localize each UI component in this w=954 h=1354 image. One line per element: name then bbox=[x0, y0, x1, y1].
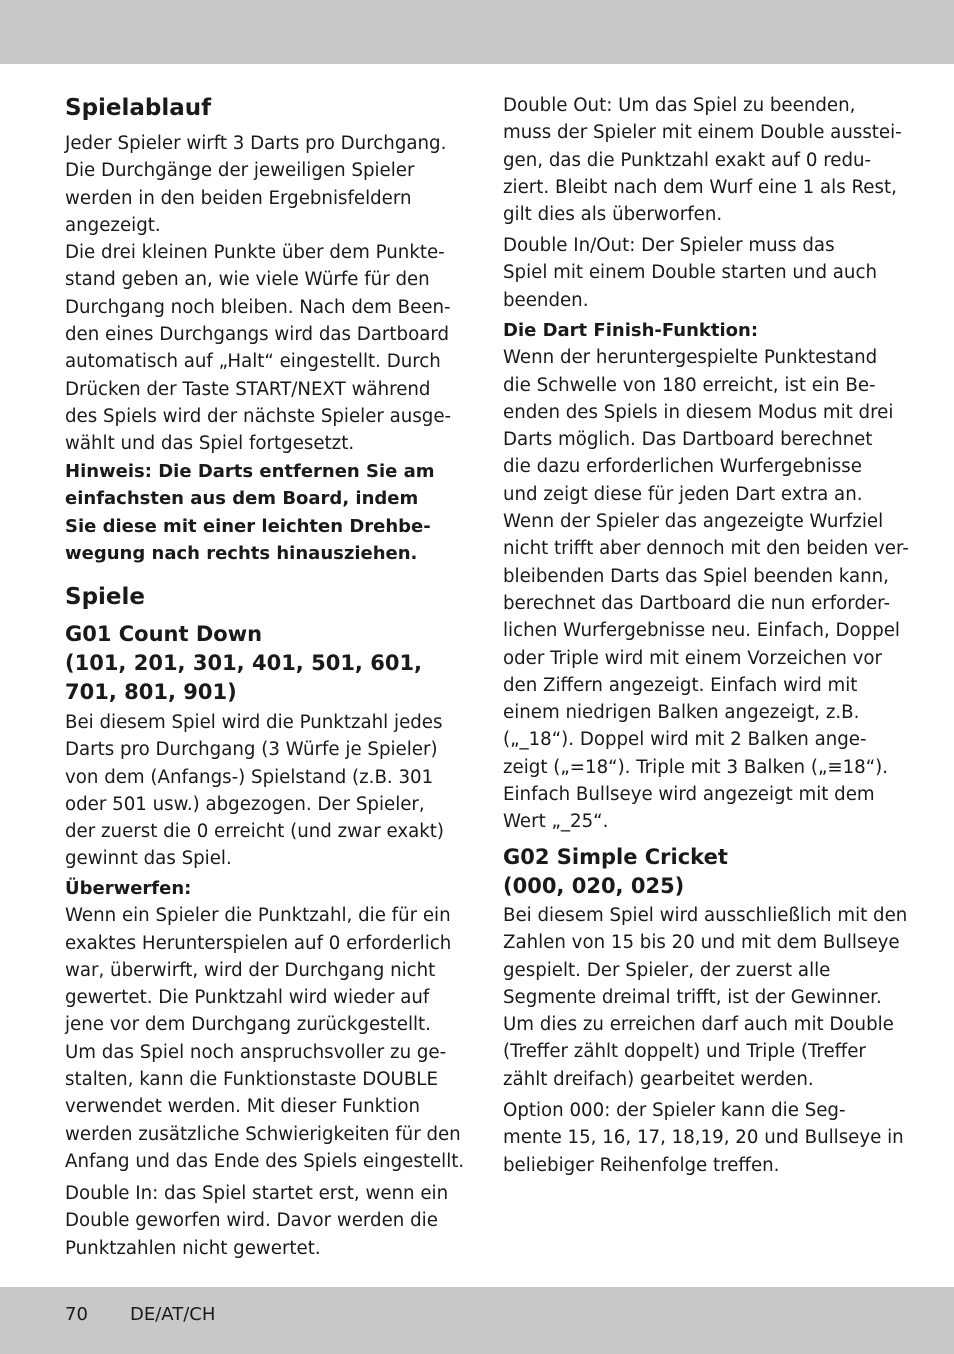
text-line: wählt und das Spiel fortgesetzt. bbox=[65, 433, 355, 455]
text-line: Segmente dreimal trifft, ist der Gewinner. bbox=[503, 986, 882, 1008]
text-line: exaktes Herunterspielen auf 0 erforderlich bbox=[65, 932, 452, 954]
text-line: wegung nach rechts hinausziehen. bbox=[65, 542, 418, 564]
text-line: bleibenden Darts das Spiel beenden kann, bbox=[503, 565, 889, 587]
text-line: Spiel mit einem Double starten und auch bbox=[503, 262, 877, 284]
text-line: Bei diesem Spiel wird die Punktzahl jedes bbox=[65, 712, 443, 733]
text-line: ziert. Bleibt nach dem Wurf eine 1 als Rest, bbox=[503, 176, 897, 198]
text-line: beenden. bbox=[503, 289, 589, 311]
heading-line: G02 Simple Cricket bbox=[503, 845, 728, 869]
text-line: Double In/Out: Der Spieler muss das bbox=[503, 235, 835, 256]
text-line: die dazu erforderlichen Wurfergebnisse bbox=[503, 456, 862, 478]
text-line: war, überwirft, wird der Durchgang nicht bbox=[65, 959, 436, 981]
text-line: Zahlen von 15 bis 20 und mit dem Bullseye bbox=[503, 932, 900, 954]
text-line: von dem (Anfangs-) Spielstand (z.B. 301 bbox=[65, 766, 434, 788]
text-line: zeigt („=18“). Triple mit 3 Balken („≡18“). bbox=[503, 756, 889, 778]
text-line: angezeigt. bbox=[65, 214, 161, 236]
text-line: verwendet werden. Mit dieser Funktion bbox=[65, 1096, 420, 1118]
text-line: jene vor dem Durchgang zurückgestellt. bbox=[65, 1014, 431, 1036]
text-line: lichen Wurfergebnisse neu. Einfach, Doppel bbox=[503, 620, 900, 642]
text-line: werden zusätzliche Schwierigkeiten für den bbox=[65, 1123, 461, 1145]
text-line: gewinnt das Spiel. bbox=[65, 848, 232, 870]
text-line: berechnet das Dartboard die nun erforder- bbox=[503, 592, 891, 614]
text-line: Bei diesem Spiel wird ausschließlich mit den bbox=[503, 905, 908, 926]
text-line: des Spiels wird der nächste Spieler ausge- bbox=[65, 405, 452, 427]
text-line: einfachsten aus dem Board, indem bbox=[65, 488, 419, 510]
text-line: zählt dreifach) gearbeitet werden. bbox=[503, 1068, 814, 1090]
paragraph-option-000 bbox=[503, 1097, 904, 1179]
text-line: Drücken der Taste START/NEXT während bbox=[65, 378, 431, 400]
text-line: Double Out: Um das Spiel zu beenden, bbox=[503, 95, 856, 116]
page-number: 70 bbox=[65, 1304, 88, 1325]
footer-locale: DE/AT/CH bbox=[130, 1304, 216, 1325]
paragraph-g02 bbox=[503, 902, 907, 1093]
heading-line: 701, 801, 901) bbox=[65, 680, 237, 704]
text-line: Wenn der heruntergespielte Punktestand bbox=[503, 347, 878, 369]
heading-line: (101, 201, 301, 401, 501, 601, bbox=[65, 651, 423, 675]
paragraph-dart-finish bbox=[503, 317, 909, 836]
paragraph-double-in-out bbox=[503, 232, 877, 314]
subheading-dart-finish: Die Dart Finish-Funktion: bbox=[503, 320, 759, 341]
text-line: Jeder Spieler wirft 3 Darts pro Durchgang. bbox=[65, 133, 447, 154]
text-line: oder 501 usw.) abgezogen. Der Spieler, bbox=[65, 793, 425, 815]
text-line: Die drei kleinen Punkte über dem Punkte- bbox=[65, 242, 445, 264]
text-line: („_18“). Doppel wird mit 2 Balken ange- bbox=[503, 729, 867, 751]
text-line: muss der Spieler mit einem Double ausstei- bbox=[503, 122, 902, 144]
heading-spiele: Spiele bbox=[65, 584, 145, 610]
hinweis-note bbox=[65, 458, 435, 567]
text-line: gilt dies als überworfen. bbox=[503, 204, 723, 226]
paragraph-double-in bbox=[65, 1180, 448, 1262]
text-line: Wert „_25“. bbox=[503, 811, 609, 833]
heading-line: G01 Count Down bbox=[65, 622, 263, 646]
text-line: (Treffer zählt doppelt) und Triple (Treffer bbox=[503, 1041, 866, 1063]
text-line: Hinweis: Die Darts entfernen Sie am bbox=[65, 461, 435, 482]
text-line: Darts möglich. Das Dartboard berechnet bbox=[503, 429, 873, 451]
text-line: nicht trifft aber dennoch mit den beiden ver- bbox=[503, 538, 909, 560]
heading-g02 bbox=[503, 843, 728, 901]
paragraph-spielablauf bbox=[65, 130, 451, 458]
text-line: Um das Spiel noch anspruchsvoller zu ge- bbox=[65, 1041, 447, 1063]
text-line: gespielt. Der Spieler, der zuerst alle bbox=[503, 959, 831, 981]
heading-spielablauf: Spielablauf bbox=[65, 95, 212, 121]
text-line: und zeigt diese für jeden Dart extra an. bbox=[503, 483, 863, 505]
header-band bbox=[0, 0, 954, 64]
text-line: stand geben an, wie viele Würfe für den bbox=[65, 269, 430, 291]
text-line: Double geworfen wird. Davor werden die bbox=[65, 1210, 438, 1232]
text-line: Darts pro Durchgang (3 Würfe je Spieler) bbox=[65, 739, 438, 761]
text-line: Option 000: der Spieler kann die Seg- bbox=[503, 1100, 846, 1121]
text-line: automatisch auf „Halt“ eingestellt. Durch bbox=[65, 351, 441, 373]
text-line: gewertet. Die Punktzahl wird wieder auf bbox=[65, 987, 430, 1009]
paragraph-g01 bbox=[65, 709, 444, 873]
text-line: oder Triple wird mit einem Vorzeichen vor bbox=[503, 647, 883, 669]
text-line: den eines Durchgangs wird das Dartboard bbox=[65, 324, 450, 346]
text-line: Anfang und das Ende des Spiels eingestellt. bbox=[65, 1150, 465, 1172]
heading-line: (000, 020, 025) bbox=[503, 874, 685, 898]
text-line: einem niedrigen Balken angezeigt, z.B. bbox=[503, 702, 860, 724]
text-line: Wenn der Spieler das angezeigte Wurfziel bbox=[503, 511, 884, 533]
heading-g01 bbox=[65, 620, 422, 707]
text-line: Um dies zu erreichen darf auch mit Double bbox=[503, 1014, 894, 1036]
text-line: den Ziffern angezeigt. Einfach wird mit bbox=[503, 674, 858, 696]
text-line: Einfach Bullseye wird angezeigt mit dem bbox=[503, 784, 875, 806]
text-line: mente 15, 16, 17, 18,19, 20 und Bullseye in bbox=[503, 1127, 904, 1149]
text-line: Wenn ein Spieler die Punktzahl, die für ein bbox=[65, 905, 451, 927]
paragraph-ueberwerfen bbox=[65, 875, 464, 1175]
text-line: stalten, kann die Funktionstaste DOUBLE bbox=[65, 1069, 438, 1091]
subheading-ueberwerfen: Überwerfen: bbox=[65, 878, 192, 899]
text-line: die Schwelle von 180 erreicht, ist ein Be- bbox=[503, 374, 876, 396]
paragraph-double-out bbox=[503, 92, 902, 228]
text-line: werden in den beiden Ergebnisfeldern bbox=[65, 187, 412, 209]
text-line: Durchgang noch bleiben. Nach dem Been- bbox=[65, 296, 451, 318]
text-line: Sie diese mit einer leichten Drehbe- bbox=[65, 515, 431, 537]
text-line: Double In: das Spiel startet erst, wenn ein bbox=[65, 1183, 449, 1204]
text-line: Punktzahlen nicht gewertet. bbox=[65, 1237, 321, 1259]
text-line: Die Durchgänge der jeweiligen Spieler bbox=[65, 160, 415, 182]
text-line: gen, das die Punktzahl exakt auf 0 redu- bbox=[503, 149, 872, 171]
text-line: der zuerst die 0 erreicht (und zwar exakt) bbox=[65, 821, 444, 843]
text-line: enden des Spiels in diesem Modus mit drei bbox=[503, 401, 894, 423]
text-line: beliebiger Reihenfolge treffen. bbox=[503, 1154, 780, 1176]
